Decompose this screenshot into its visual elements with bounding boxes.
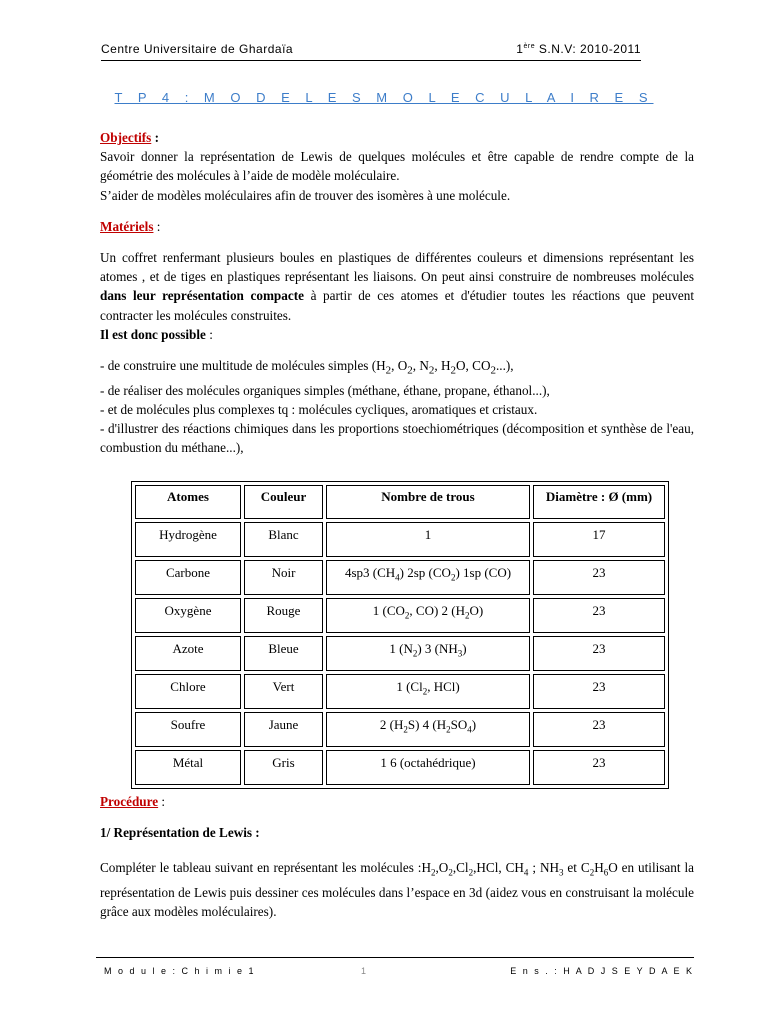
cell-atom: Métal bbox=[135, 750, 241, 785]
table-row bbox=[135, 636, 665, 671]
cell-holes: 1 bbox=[326, 522, 530, 557]
cell-atom: Hydrogène bbox=[135, 522, 241, 557]
col-header-atomes: Atomes bbox=[135, 485, 241, 519]
bullet-3: - et de molécules plus complexes tq : molécules cycliques, aromatiques et cristaux. bbox=[100, 402, 538, 418]
cell-atom: Azote bbox=[135, 636, 241, 671]
header-year: 1ère S.N.V: 2010-2011 bbox=[516, 42, 641, 56]
footer-page-number: 1 bbox=[361, 966, 369, 976]
cell-color: Rouge bbox=[244, 598, 323, 633]
cell-holes: 1 ($Cl_2$, HCl) bbox=[326, 674, 530, 709]
table-row bbox=[135, 674, 665, 709]
objectifs-heading: Objectifs : bbox=[100, 130, 159, 145]
col-header-couleur: Couleur bbox=[244, 485, 323, 519]
page-header bbox=[101, 40, 641, 61]
bullet-2: - de réaliser des molécules organiques simples (méthane, éthane, propane, éthanol...), bbox=[100, 382, 550, 398]
procedure-heading: Procédure : bbox=[100, 794, 166, 809]
cell-color: Noir bbox=[244, 560, 323, 595]
table-row bbox=[135, 598, 665, 633]
bullet-1: - de construire une multitude de molécules simples ($H_2$, $O_2$, $N_2$, $H_2O$, $CO_2$...), bbox=[100, 358, 514, 377]
procedure-section bbox=[100, 792, 694, 922]
table-row bbox=[135, 522, 665, 557]
cell-atom: Chlore bbox=[135, 674, 241, 709]
atoms-table-header-row bbox=[135, 485, 665, 519]
cell-diameter: 23 bbox=[533, 712, 665, 747]
cell-diameter: 23 bbox=[533, 598, 665, 633]
footer-module: M o d u l e : C h i m i e 1 bbox=[104, 966, 256, 976]
cell-holes: 1 $(N_2)$ 3 $(NH_3)$ bbox=[326, 636, 530, 671]
footer-teacher: E n s . : H A D J S E Y D A E K bbox=[510, 966, 694, 976]
cell-diameter: 23 bbox=[533, 750, 665, 785]
cell-diameter: 17 bbox=[533, 522, 665, 557]
objectifs-line-1: Savoir donner la représentation de Lewis de quelques molécules et être capable de rendre compte de la géométrie des molécules à l’aide de modèle moléculaire. bbox=[100, 149, 694, 184]
cell-color: Vert bbox=[244, 674, 323, 709]
possible-line: Il est donc possible : bbox=[100, 326, 213, 342]
materiels-paragraph: Un coffret renfermant plusieurs boules en plastiques de différentes couleurs et dimensions représentant les atomes , et de tiges en plastiques représentant les liaisons. On peut ainsi construire de nombreuses molécules dans leur représentation compacte à partir de ces atomes et d'étudier toutes les réactions que peuvent contracter les molécules construites. bbox=[100, 250, 695, 323]
cell-atom: Oxygène bbox=[135, 598, 241, 633]
col-header-diametre: Diamètre : Ø (mm) bbox=[533, 485, 665, 519]
cell-diameter: 23 bbox=[533, 674, 665, 709]
cell-diameter: 23 bbox=[533, 636, 665, 671]
page-footer bbox=[104, 966, 694, 976]
cell-holes: 1 6 (octahédrique) bbox=[326, 750, 530, 785]
procedure-subheading-lewis: 1/ Représentation de Lewis : bbox=[100, 825, 260, 841]
cell-atom: Carbone bbox=[135, 560, 241, 595]
document-body bbox=[100, 128, 694, 458]
col-header-trous: Nombre de trous bbox=[326, 485, 530, 519]
cell-holes: 4sp3 $(CH_4)$ 2sp $(CO_2)$ 1sp (CO) bbox=[326, 560, 530, 595]
footer-divider bbox=[96, 957, 694, 958]
cell-diameter: 23 bbox=[533, 560, 665, 595]
cell-holes: 1 ($CO_2$, CO) 2 $(H_2O)$ bbox=[326, 598, 530, 633]
bullet-4: - d'illustrer des réactions chimiques dans les proportions stoechiométriques (décomposition et synthèse de l'eau, combustion du méthane...), bbox=[100, 421, 694, 456]
cell-atom: Soufre bbox=[135, 712, 241, 747]
header-institution: Centre Universitaire de Ghardaïa bbox=[101, 42, 294, 56]
cell-color: Jaune bbox=[244, 712, 323, 747]
table-row bbox=[135, 560, 665, 595]
materiels-heading: Matériels : bbox=[100, 218, 161, 234]
cell-color: Bleue bbox=[244, 636, 323, 671]
objectifs-line-2: S’aider de modèles moléculaires afin de trouver des isomères à une molécule. bbox=[100, 187, 511, 203]
document-title: T P 4 : M O D E L E S M O L E C U L A I R E S bbox=[114, 90, 654, 105]
table-row bbox=[135, 750, 665, 785]
cell-color: Blanc bbox=[244, 522, 323, 557]
cell-holes: 2 $(H_2S)$ 4 $(H_2SO_4)$ bbox=[326, 712, 530, 747]
atoms-table bbox=[131, 481, 669, 789]
table-row bbox=[135, 712, 665, 747]
procedure-paragraph: Compléter le tableau suivant en représentant les molécules $:H_2,O_2,Cl_2,HCl$, $CH_4$ ; $NH_3$ et $C_2H_6O$ en utilisant la représentation de Lewis puis dessiner ces molécules dans l’espace en 3d (aidez vous en construisant la molécule grâce aux modèles moléculaires). bbox=[100, 860, 694, 920]
cell-color: Gris bbox=[244, 750, 323, 785]
